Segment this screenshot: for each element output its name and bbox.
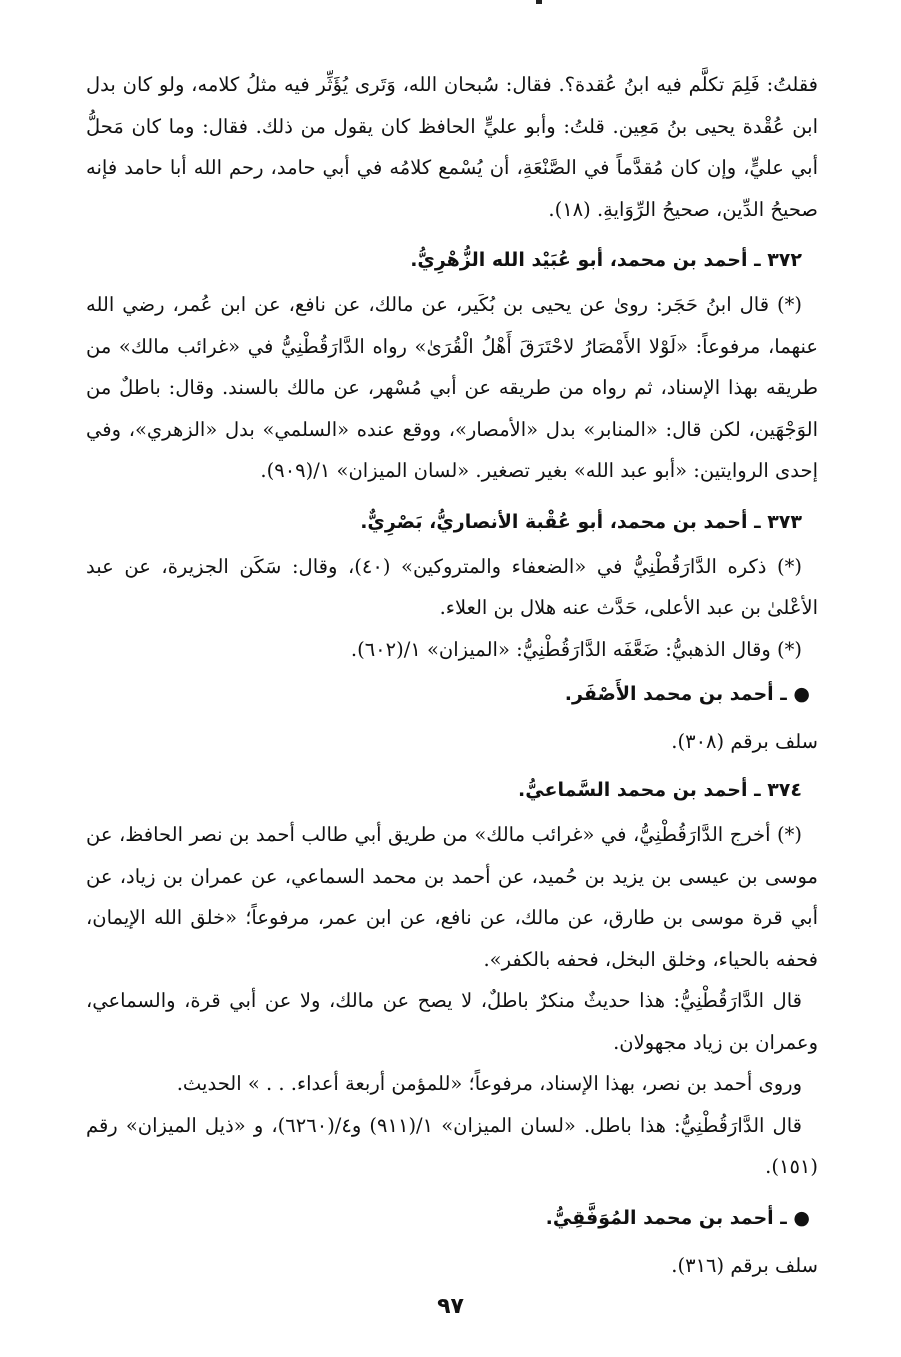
cross-ref-muwaffaqi: سلف برقم (٣١٦).	[671, 1253, 818, 1277]
cross-ref-heading-muwaffaqi: ● ـ أحمد بن محمد المُوَفَّقِيُّ.	[545, 1206, 810, 1229]
paragraph-374-a: (*) أخرج الدَّارَقُطْنِيُّ، في «غرائب مالك» من طريق أبي طالب أحمد بن نصر الحافظ، عن موسى بن عيسى بن يزيد بن حُميد، عن أحمد بن محمد السماعي، عن عمران بن زياد، عن أبي قرة موسى بن طارق، عن مالك، عن نافع، عن ابن عمر، مرفوعاً؛ «خلق الله الإيمان، فحفه بالحياء، وخلق البخل، فحفه بالكفر».	[86, 823, 818, 971]
paragraph-374-d: قال الدَّارَقُطْنِيُّ: هذا باطل. «لسان الميزان» ١/(٩١١) و٤/(٦٢٦٠)، و «ذيل الميزان» رقم (١٥١).	[86, 1113, 818, 1178]
cross-ref-asfar: سلف برقم (٣٠٨).	[671, 730, 818, 753]
page-number: ٩٧	[437, 1294, 464, 1319]
paragraph-374-b: قال الدَّارَقُطْنِيُّ: هذا حديثٌ منكرٌ باطلٌ، لا يصح عن مالك، ولا عن أبي قرة، والسماعي، وعمران بن زياد مجهولان.	[86, 989, 818, 1054]
paragraph-374-c: وروى أحمد بن نصر، بهذا الإسناد، مرفوعاً؛ «للمؤمن أربعة أعداء. . . » الحديث.	[176, 1072, 802, 1095]
cross-ref-heading-asfar: ● ـ أحمد بن محمد الأَصْفَر.	[564, 683, 810, 705]
entry-heading-374: ٣٧٤ ـ أحمد بن محمد السَّماعيُّ.	[518, 779, 802, 801]
entry-heading-373: ٣٧٣ ـ أحمد بن محمد، أبو عُقْبة الأنصاريُّ، بَصْرِيٌّ.	[360, 510, 802, 533]
paragraph-373-b: (*) وقال الذهبيُّ: ضَعَّفَه الدَّارَقُطْنِيُّ: «الميزان» ١/(٦٠٢).	[350, 637, 802, 661]
paragraph-372: (*) قال ابنُ حَجَر: روىٰ عن يحيى بن بُكَير، عن مالك، عن نافع، عن ابن عُمر، رضي الله عنهما، مرفوعاً: «لَوْلا الأَمْصَارُ لاحْتَرَقَ أَهْلُ الْقُرَىٰ» رواه الدَّارَقُطْنِيُّ في «غرائب مالك» من طريقه بهذا الإسناد، ثم رواه من طريقه عن أبي مُسْهر، عن مالك بالسند. وقال: باطلٌ من الوَجْهَين، لكن قال: «المنابر» بدل «الأمصار»، ووقع عنده «السلمي» بدل «الزهري»، وفي إحدى الروايتين: «أبو عبد الله» بغير تصغير. «لسان الميزان» ١/(٩٠٩).	[86, 293, 818, 482]
document-page	[86, 64, 818, 1354]
entry-heading-372: ٣٧٢ ـ أحمد بن محمد، أبو عُبَيْد الله الزُّهْرِيُّ.	[410, 249, 802, 271]
paragraph-373-a: (*) ذكره الدَّارَقُطْنِيُّ في «الضعفاء والمتروكين» (٤٠)، وقال: سَكَن الجزيرة، عن عبد الأعْلىٰ بن عبد الأعلى، حَدَّث عنه هلال بن العلاء.	[86, 554, 818, 619]
paragraph-intro: فقلتُ: فَلِمَ تكلَّم فيه ابنُ عُقدة؟. فقال: سُبحان الله، وَتَرى يُؤَثِّر فيه مثلُ كلامه، ولو كان بدل ابن عُقْدة يحيى بنُ مَعِين. قلتُ: وأبو عليٍّ الحافظ كان يقول من ذلك. فقال: وما كان مَحلُّ أبي عليٍّ، وإن كان مُقدَّماً في الصَّنْعَةِ، أن يُسْمع كلامُه في أبي حامد، رحم الله أبا حامد فإنه صحيحُ الدِّين، صحيحُ الرِّوَايةِ. (١٨).	[86, 73, 818, 221]
top-edge-mark	[536, 0, 542, 4]
